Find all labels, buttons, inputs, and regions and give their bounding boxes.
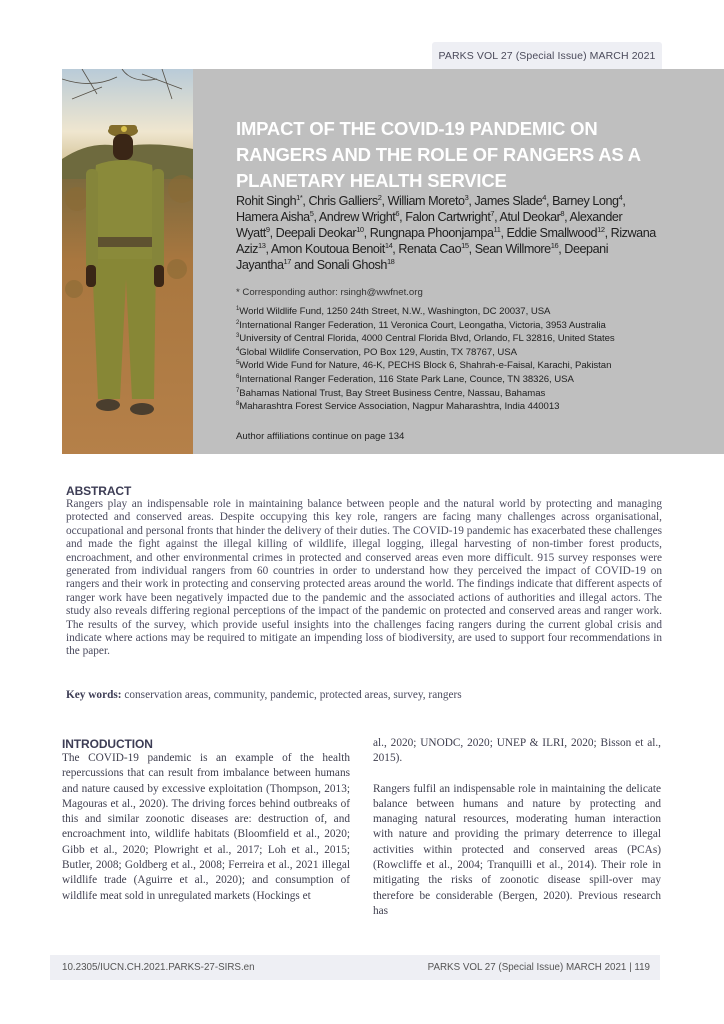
journal-page-number: PARKS VOL 27 (Special Issue) MARCH 2021 | 119 bbox=[427, 962, 650, 973]
affiliations-continue-note: Author affiliations continue on page 134 bbox=[236, 431, 405, 442]
ranger-photo-illustration bbox=[62, 69, 193, 454]
ranger-photo bbox=[62, 69, 193, 454]
affiliation-item bbox=[236, 346, 666, 360]
affiliation-marker: 16 bbox=[550, 240, 559, 250]
author-name: Atul Deokar bbox=[499, 210, 561, 224]
affiliation-text: World Wide Fund for Nature, 46-K, PECHS Block 6, Shahrah-e-Faisal, Karachi, Pakistan bbox=[239, 360, 612, 372]
affiliation-marker: 17 bbox=[283, 256, 291, 266]
author-name: Rohit Singh bbox=[236, 194, 297, 208]
corresponding-author: * Corresponding author: rsingh@wwfnet.org bbox=[236, 287, 423, 298]
introduction-paragraph: Rangers fulfil an indispensable role in maintaining the delicate balance between humans and nature by protecting and managing natural resources, moderating human interaction with nature and providing the primary deterrence to illegal activities within protected and conserved areas (PCAs) (Rowcliffe et al., 2004; Tranquilli et al., 2014). Their role in mitigating the risks of zoonotic disease spill-over may therefore be considerable (Bergen, 2020). Previous research has bbox=[373, 782, 661, 917]
abstract-body: Rangers play an indispensable role in maintaining balance between people and the natural world by protecting and managing protected and conserved areas. Despite occupying this key role, rangers are facing many challenges across organisational, occupational and personal fronts that hinder the delivery of their duties. The COVID-19 pandemic has exacerbated these challenges and made the fight against the illegal killing of wildlife, illegal logging, illegal harvesting of non-timber forest products, encroachment, and other environmental crimes in protected and conserved areas even more difficult. 915 survey responses were generated from individual rangers from 60 countries in order to understand how they perceived the impact of COVID-19 on rangers and their work in protecting and conserving protected areas around the world. The findings indicate that different aspects of ranger work have been negatively impacted due to the pandemic and the associated actions of authorities and illegal actors. The study also reveals differing regional perceptions of the impact of the pandemic on protected and conserved areas and ranger work. The results of the survey, which provide useful insights into the challenges facing rangers during the current global crisis and indicate where actions may be required to mitigate an impending loss of biodiversity, are used to support four recommendations in the paper. bbox=[66, 498, 662, 658]
author-name: Sonali Ghosh bbox=[316, 258, 387, 272]
affiliation-number: 4 bbox=[236, 346, 240, 353]
article-title: IMPACT OF THE COVID-19 PANDEMIC ON RANGERS AND THE ROLE OF RANGERS AS A PLANETARY HEALTH SERVICE bbox=[236, 118, 641, 191]
affiliation-marker: 10 bbox=[356, 224, 364, 234]
affiliations-list bbox=[236, 305, 666, 414]
affiliation-marker: 4 bbox=[542, 192, 547, 202]
author-name: Sean Willmore bbox=[474, 242, 551, 256]
keywords-line bbox=[66, 689, 662, 701]
affiliation-text: Maharashtra Forest Service Association, Nagpur Maharashtra, India 440013 bbox=[239, 401, 560, 413]
introduction-paragraph: al., 2020; UNODC, 2020; UNEP & ILRI, 2020; Bisson et al., 2015). bbox=[373, 737, 661, 765]
introduction-heading: INTRODUCTION bbox=[62, 737, 153, 751]
affiliation-item bbox=[236, 359, 666, 373]
affiliation-text: International Ranger Federation, 11 Veronica Court, Leongatha, Victoria, 3953 Australia bbox=[239, 319, 606, 331]
author-name: Alexander Wyatt bbox=[236, 210, 623, 240]
affiliation-marker: 2 bbox=[377, 192, 382, 202]
abstract-heading: ABSTRACT bbox=[66, 484, 132, 498]
author-name: Deepani Jayantha bbox=[236, 242, 609, 272]
journal-issue-badge: PARKS VOL 27 (Special Issue) MARCH 2021 bbox=[432, 42, 662, 69]
affiliation-item bbox=[236, 319, 666, 333]
affiliation-marker: 5 bbox=[309, 208, 314, 218]
introduction-column-left bbox=[62, 751, 350, 904]
author-name: Amon Koutoua Benoit bbox=[270, 242, 385, 256]
affiliation-marker: 13 bbox=[258, 240, 266, 250]
author-name: Rungnapa Phoonjampa bbox=[369, 226, 494, 240]
affiliation-marker: 6 bbox=[395, 208, 400, 218]
author-name: Hamera Aisha bbox=[236, 210, 310, 224]
author-name: William Moreto bbox=[387, 194, 465, 208]
keywords-list: conservation areas, community, pandemic, protected areas, survey, rangers bbox=[124, 689, 462, 701]
doi-link[interactable]: 10.2305/IUCN.CH.2021.PARKS-27-SIRS.en bbox=[62, 962, 255, 973]
affiliation-marker: 7 bbox=[490, 208, 495, 218]
author-name: Rizwana Aziz bbox=[236, 226, 656, 256]
affiliation-text: International Ranger Federation, 116 State Park Lane, Counce, TN 38326, USA bbox=[239, 373, 574, 385]
author-name: Andrew Wright bbox=[318, 210, 396, 224]
affiliation-marker: 1* bbox=[296, 192, 303, 202]
affiliation-marker: 3 bbox=[464, 192, 469, 202]
author-name: James Slade bbox=[474, 194, 543, 208]
author-list: Rohit Singh$^{1*}$, Chris Galliers$^2$, William Moreto$^3$, James Slade$^4$, Barney Long$^4$, Hamera Aisha$^5$, Andrew Wright$^6$, Falon Cartwright$^7$, Atul Deokar$^8$, Alexander Wyatt$^9$, Deepali Deokar$^{10}$, Rungnapa Phoonjampa$^{11}$, Eddie Smallwood$^{12}$, Rizwana Aziz$^{13}$, Amon Koutoua Benoit$^{14}$, Renata Cao$^{15}$, Sean Willmore$^{16}$, Deepani Jayantha$^{17}$ and Sonali Ghosh$^{18}$ bbox=[236, 192, 656, 272]
affiliation-marker: 8 bbox=[560, 208, 565, 218]
affiliation-item bbox=[236, 332, 666, 346]
affiliation-number: 5 bbox=[236, 360, 240, 367]
keywords-label: Key words: bbox=[66, 689, 122, 701]
affiliation-number: 2 bbox=[236, 319, 240, 326]
author-name: Renata Cao bbox=[398, 242, 462, 256]
affiliation-number: 3 bbox=[236, 333, 240, 339]
author-name: Eddie Smallwood bbox=[506, 226, 598, 240]
affiliation-item bbox=[236, 305, 666, 319]
affiliation-marker: 12 bbox=[597, 224, 605, 234]
affiliation-text: Bahamas National Trust, Bay Street Business Centre, Nassau, Bahamas bbox=[239, 387, 546, 399]
author-name: Falon Cartwright bbox=[405, 210, 491, 224]
affiliation-text: World Wildlife Fund, 1250 24th Street, N.W., Washington, DC 20037, USA bbox=[239, 306, 551, 317]
affiliation-item bbox=[236, 400, 666, 414]
affiliation-item bbox=[236, 387, 666, 401]
author-name: Chris Galliers bbox=[308, 194, 378, 208]
affiliation-marker: 9 bbox=[265, 224, 270, 234]
affiliation-text: Global Wildlife Conservation, PO Box 129, Austin, TX 78767, USA bbox=[239, 346, 517, 358]
affiliation-number: 1 bbox=[236, 305, 240, 312]
affiliation-marker: 14 bbox=[384, 240, 393, 250]
introduction-column-right bbox=[373, 736, 661, 919]
affiliation-text: University of Central Florida, 4000 Central Florida Blvd, Orlando, FL 32816, United States bbox=[239, 333, 615, 345]
affiliation-marker: 4 bbox=[618, 192, 623, 202]
page-footer bbox=[50, 955, 660, 980]
affiliation-marker: 15 bbox=[461, 240, 469, 250]
affiliation-marker: 11 bbox=[493, 224, 501, 234]
affiliation-number: 7 bbox=[236, 387, 240, 394]
affiliation-number: 6 bbox=[236, 373, 240, 380]
affiliation-number: 8 bbox=[236, 400, 240, 407]
affiliation-item bbox=[236, 373, 666, 387]
author-name: Deepali Deokar bbox=[275, 226, 357, 240]
affiliation-marker: 18 bbox=[386, 256, 395, 266]
author-name: Barney Long bbox=[552, 194, 619, 208]
introduction-paragraph: The COVID-19 pandemic is an example of the health repercussions that can result from imbalance between humans and nature caused by excessive exploitation (Thompson, 2013; Magouras et al., 2020). The driving forces behind outbreaks of this and similar zoonotic diseases are: destruction of, and encroachment into, wildlife habitats (Bloomfield et al., 2020; Gibb et al., 2020; Plowright et al., 2017; Loh et al., 2015; Butler, 2008; Goldberg et al., 2008; Ferreira et al., 2021 illegal wildlife trade (Aguirre et al., 2020); and consumption of wildlife meat sold in unregulated markets (Hockings et bbox=[62, 752, 350, 902]
